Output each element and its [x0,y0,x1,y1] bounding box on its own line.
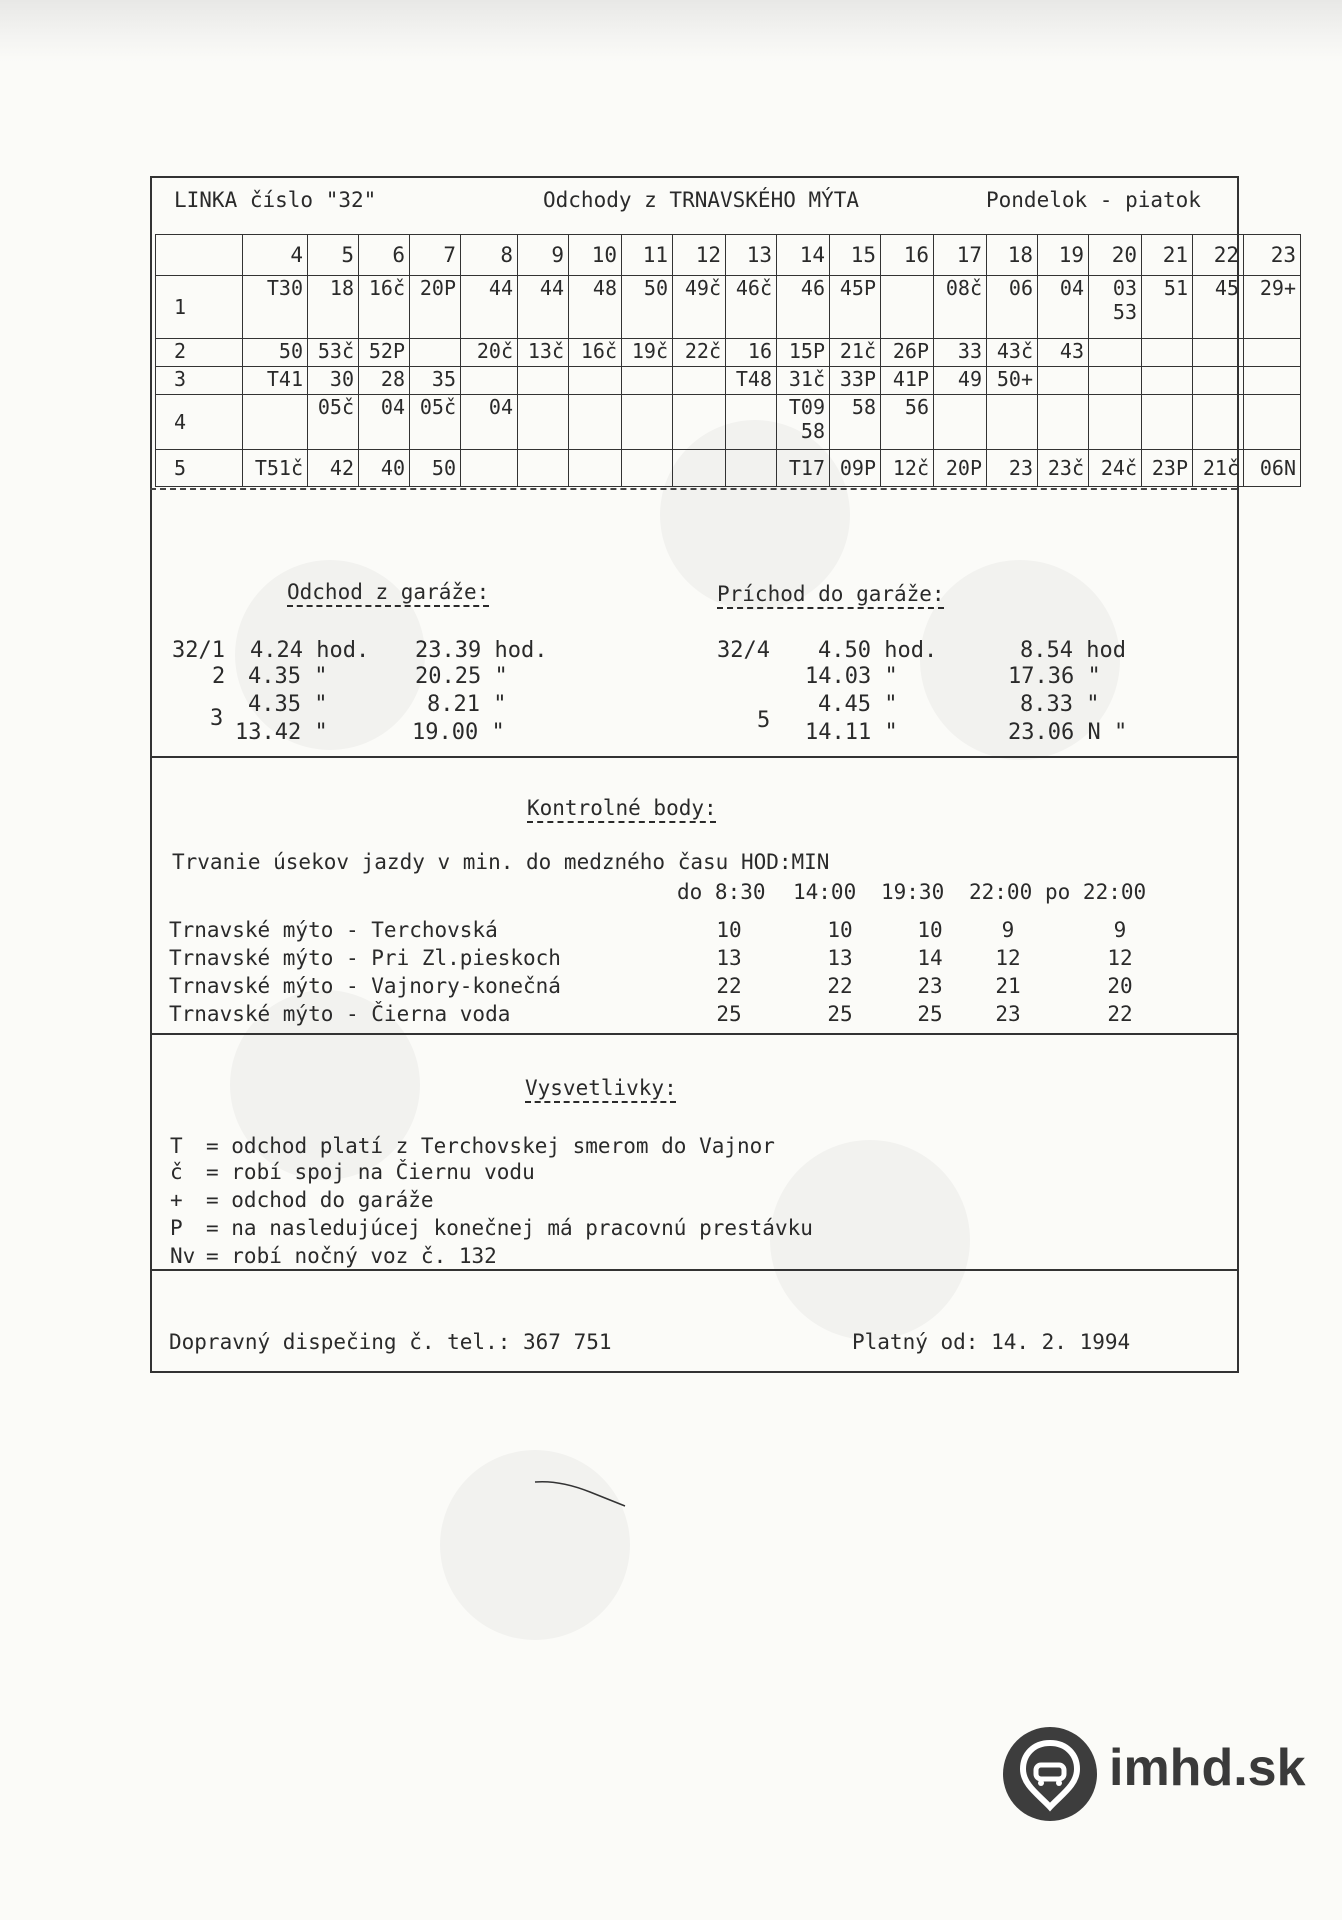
garage-in-time: 23.06 N " [1008,720,1128,745]
garage-out-label: 2 [212,664,226,689]
departure-cell: 04 [461,395,518,450]
departure-cell: T41 [243,367,308,395]
hour-header: 22 [1193,235,1244,276]
section-divider [150,1033,1237,1035]
hour-header: 8 [461,235,518,276]
departure-cell: 44 [461,276,518,339]
hour-header: 12 [673,235,726,276]
departure-cell: 43 [1038,339,1089,367]
departure-cell: T17 [777,450,830,487]
departure-cell [622,450,673,487]
departure-cell: 16č [569,339,622,367]
legend-text: = robí spoj na Čiernu vodu [206,1160,535,1184]
garage-in-time: 8.33 " [1020,692,1100,717]
departure-cell: 21č [830,339,881,367]
departure-cell: 33 [934,339,987,367]
garage-in-label: 5 [757,708,771,733]
garage-in-time: 4.50 hod. [818,638,938,663]
legend-text: = robí nočný voz č. 132 [206,1244,497,1268]
hour-header: 10 [569,235,622,276]
hour-header: 9 [518,235,569,276]
departure-cell: 44 [518,276,569,339]
departure-cell: T48 [726,367,777,395]
table-row [156,367,1301,395]
control-duration: 22 [827,974,853,998]
departure-cell [881,276,934,339]
departure-cell [569,395,622,450]
departure-cell [1089,367,1142,395]
control-duration: 25 [827,1002,853,1026]
legend-key: T [170,1134,183,1158]
hour-header: 19 [1038,235,1089,276]
departure-cell [1089,339,1142,367]
departure-cell: 19č [622,339,673,367]
departure-cell: 46 [777,276,830,339]
garage-out-time: 19.00 " [412,720,505,745]
departure-cell: 13č [518,339,569,367]
departure-cell: 50 [243,339,308,367]
course-number: 1 [156,276,243,339]
departure-cell: 21č [1193,450,1244,487]
departure-cell: 23P [1142,450,1193,487]
departure-cell [622,395,673,450]
departure-cell: 51 [1142,276,1193,339]
departure-cell: 16č [359,276,410,339]
table-row [156,276,1301,339]
control-duration: 10 [917,918,943,942]
control-duration: 20 [1107,974,1133,998]
garage-out-time: 23.39 hod. [415,638,548,663]
garage-in-label: 32/4 [717,638,770,663]
departure-cell: 03 53 [1089,276,1142,339]
control-segment-name: Trnavské mýto - Čierna voda [169,1002,511,1026]
brand-logo: imhd.sk [1109,1739,1306,1797]
departure-cell: 40 [359,450,410,487]
legend-text: = odchod platí z Terchovskej smerom do Vajnor [206,1134,775,1158]
legend-title: Vysvetlivky: [525,1076,677,1100]
departure-cell [1244,395,1301,450]
weekdays-label: Pondelok - piatok [986,188,1201,212]
garage-in-time: 8.54 hod [1020,638,1126,663]
hour-header: 5 [308,235,359,276]
hour-header: 16 [881,235,934,276]
departure-cell [673,395,726,450]
departure-cell: 28 [359,367,410,395]
garage-in-time: 14.03 " [805,664,898,689]
departure-cell [1193,339,1244,367]
course-number: 5 [156,450,243,487]
control-col-header: 14:00 [793,880,857,904]
departure-cell [726,450,777,487]
hour-header: 6 [359,235,410,276]
departure-cell: 33P [830,367,881,395]
departure-cell: 20č [461,339,518,367]
departure-cell: 04 [359,395,410,450]
control-duration: 21 [995,974,1021,998]
departure-cell [1142,367,1193,395]
departure-cell: 50+ [987,367,1038,395]
departure-cell: 48 [569,276,622,339]
control-col-header: do 8:30 [677,880,766,904]
departure-cell [934,395,987,450]
control-duration: 23 [995,1002,1021,1026]
departure-cell: T30 [243,276,308,339]
departure-cell: T09 58 [777,395,830,450]
legend-key: P [170,1216,183,1240]
hour-header: 20 [1089,235,1142,276]
control-duration: 13 [827,946,853,970]
departure-cell: 08č [934,276,987,339]
control-col-header: 22:00 [969,880,1033,904]
table-row [156,395,1301,450]
legend-key: č [170,1160,183,1184]
departure-cell [1193,367,1244,395]
control-points-title: Kontrolné body: [527,796,717,820]
scan-edge [0,0,1342,62]
departure-cell [1038,395,1089,450]
departure-cell [726,395,777,450]
departure-cell [518,367,569,395]
section-divider [150,1269,1237,1271]
control-duration: 25 [917,1002,943,1026]
departure-cell: 29+ [1244,276,1301,339]
departure-cell: 05č [410,395,461,450]
hour-header: 15 [830,235,881,276]
control-duration: 10 [716,918,742,942]
table-row [156,339,1301,367]
control-duration: 14 [917,946,943,970]
hour-header: 7 [410,235,461,276]
control-segment-name: Trnavské mýto - Vajnory-konečná [169,974,561,998]
control-duration: 22 [716,974,742,998]
control-duration: 12 [995,946,1021,970]
departure-cell [518,395,569,450]
departure-cell: 23č [1038,450,1089,487]
control-duration: 25 [716,1002,742,1026]
departure-cell [461,367,518,395]
garage-in-time: 14.11 " [805,720,898,745]
departure-cell [1089,395,1142,450]
hour-header: 21 [1142,235,1193,276]
departure-cell [987,395,1038,450]
hour-header: 18 [987,235,1038,276]
hour-header: 4 [243,235,308,276]
legend-key: + [170,1188,183,1212]
departure-cell: 50 [622,276,673,339]
departure-cell: 41P [881,367,934,395]
departure-cell: 43č [987,339,1038,367]
control-col-header: 19:30 [881,880,945,904]
departure-cell [1193,395,1244,450]
garage-in-time: 4.45 " [818,692,898,717]
legend-text: = na nasledujúcej konečnej má pracovnú prestávku [206,1216,813,1240]
control-segment-name: Trnavské mýto - Pri Zl.pieskoch [169,946,561,970]
departure-cell: 23 [987,450,1038,487]
departure-stop: Odchody z TRNAVSKÉHO MÝTA [543,188,860,212]
garage-out-time: 4.35 " [248,692,328,717]
line-number: LINKA číslo "32" [174,188,377,212]
course-number: 3 [156,367,243,395]
control-col-header: po 22:00 [1045,880,1147,904]
garage-out-time: 4.24 hod. [250,638,370,663]
departure-cell [1142,395,1193,450]
departure-cell: 06 [987,276,1038,339]
hour-header: 17 [934,235,987,276]
hour-header: 13 [726,235,777,276]
departure-cell: 22č [673,339,726,367]
garage-out-label: 32/1 [172,638,225,663]
departure-cell: 42 [308,450,359,487]
departure-cell: 52P [359,339,410,367]
bus-icon [1003,1727,1097,1821]
departure-cell: 20P [410,276,461,339]
garage-out-title: Odchod z garáže: [287,580,490,604]
departure-cell [1038,367,1089,395]
hour-header: 11 [622,235,673,276]
departure-cell: 15P [777,339,830,367]
valid-from: Platný od: 14. 2. 1994 [852,1330,1131,1354]
garage-out-time: 13.42 " [235,720,328,745]
departure-cell: 12č [881,450,934,487]
departure-cell: 20P [934,450,987,487]
departure-cell [673,367,726,395]
legend-key: Nv [170,1244,196,1268]
table-row [156,450,1301,487]
departure-cell [410,339,461,367]
control-duration: 9 [1113,918,1127,942]
control-duration: 10 [827,918,853,942]
departure-cell: 06N [1244,450,1301,487]
departure-cell: 58 [830,395,881,450]
control-duration: 22 [1107,1002,1133,1026]
departure-cell [1244,339,1301,367]
garage-in-title: Príchod do garáže: [717,582,945,606]
garage-out-time: 4.35 " [248,664,328,689]
scan-mark [530,1470,630,1510]
garage-out-label: 3 [210,706,224,731]
dispatch-phone: Dopravný dispečing č. tel.: 367 751 [169,1330,612,1354]
departure-cell [461,450,518,487]
control-duration: 9 [1001,918,1015,942]
table-corner [156,235,243,276]
garage-out-time: 20.25 " [415,664,508,689]
control-duration: 23 [917,974,943,998]
departure-table [155,234,1301,487]
departure-cell [518,450,569,487]
departure-cell [673,450,726,487]
departure-cell: 18 [308,276,359,339]
garage-out-time: 8.21 " [427,692,507,717]
departure-cell [569,450,622,487]
section-divider [150,488,1237,490]
legend-text: = odchod do garáže [206,1188,434,1212]
departure-cell: 16 [726,339,777,367]
departure-cell: 50 [410,450,461,487]
departure-cell [622,367,673,395]
departure-cell: 49č [673,276,726,339]
departure-cell: 31č [777,367,830,395]
control-segment-name: Trnavské mýto - Terchovská [169,918,498,942]
departure-cell: 09P [830,450,881,487]
course-number: 2 [156,339,243,367]
hour-header: 23 [1244,235,1301,276]
departure-cell [1142,339,1193,367]
departure-cell [1244,367,1301,395]
course-number: 4 [156,395,243,450]
control-duration: 12 [1107,946,1133,970]
departure-cell: 35 [410,367,461,395]
garage-in-time: 17.36 " [1008,664,1101,689]
control-subtitle: Trvanie úsekov jazdy v min. do medzného času HOD:MIN [172,850,830,874]
departure-cell: 26P [881,339,934,367]
departure-cell: 05č [308,395,359,450]
departure-cell: 46č [726,276,777,339]
departure-cell: 04 [1038,276,1089,339]
departure-cell: 45 [1193,276,1244,339]
departure-cell: 56 [881,395,934,450]
section-divider [150,756,1237,758]
departure-cell: 49 [934,367,987,395]
departure-cell: 45P [830,276,881,339]
departure-cell: 24č [1089,450,1142,487]
control-duration: 13 [716,946,742,970]
departure-cell: T51č [243,450,308,487]
departure-cell [569,367,622,395]
departure-cell: 53č [308,339,359,367]
departure-cell: 30 [308,367,359,395]
departure-cell [243,395,308,450]
hour-header: 14 [777,235,830,276]
